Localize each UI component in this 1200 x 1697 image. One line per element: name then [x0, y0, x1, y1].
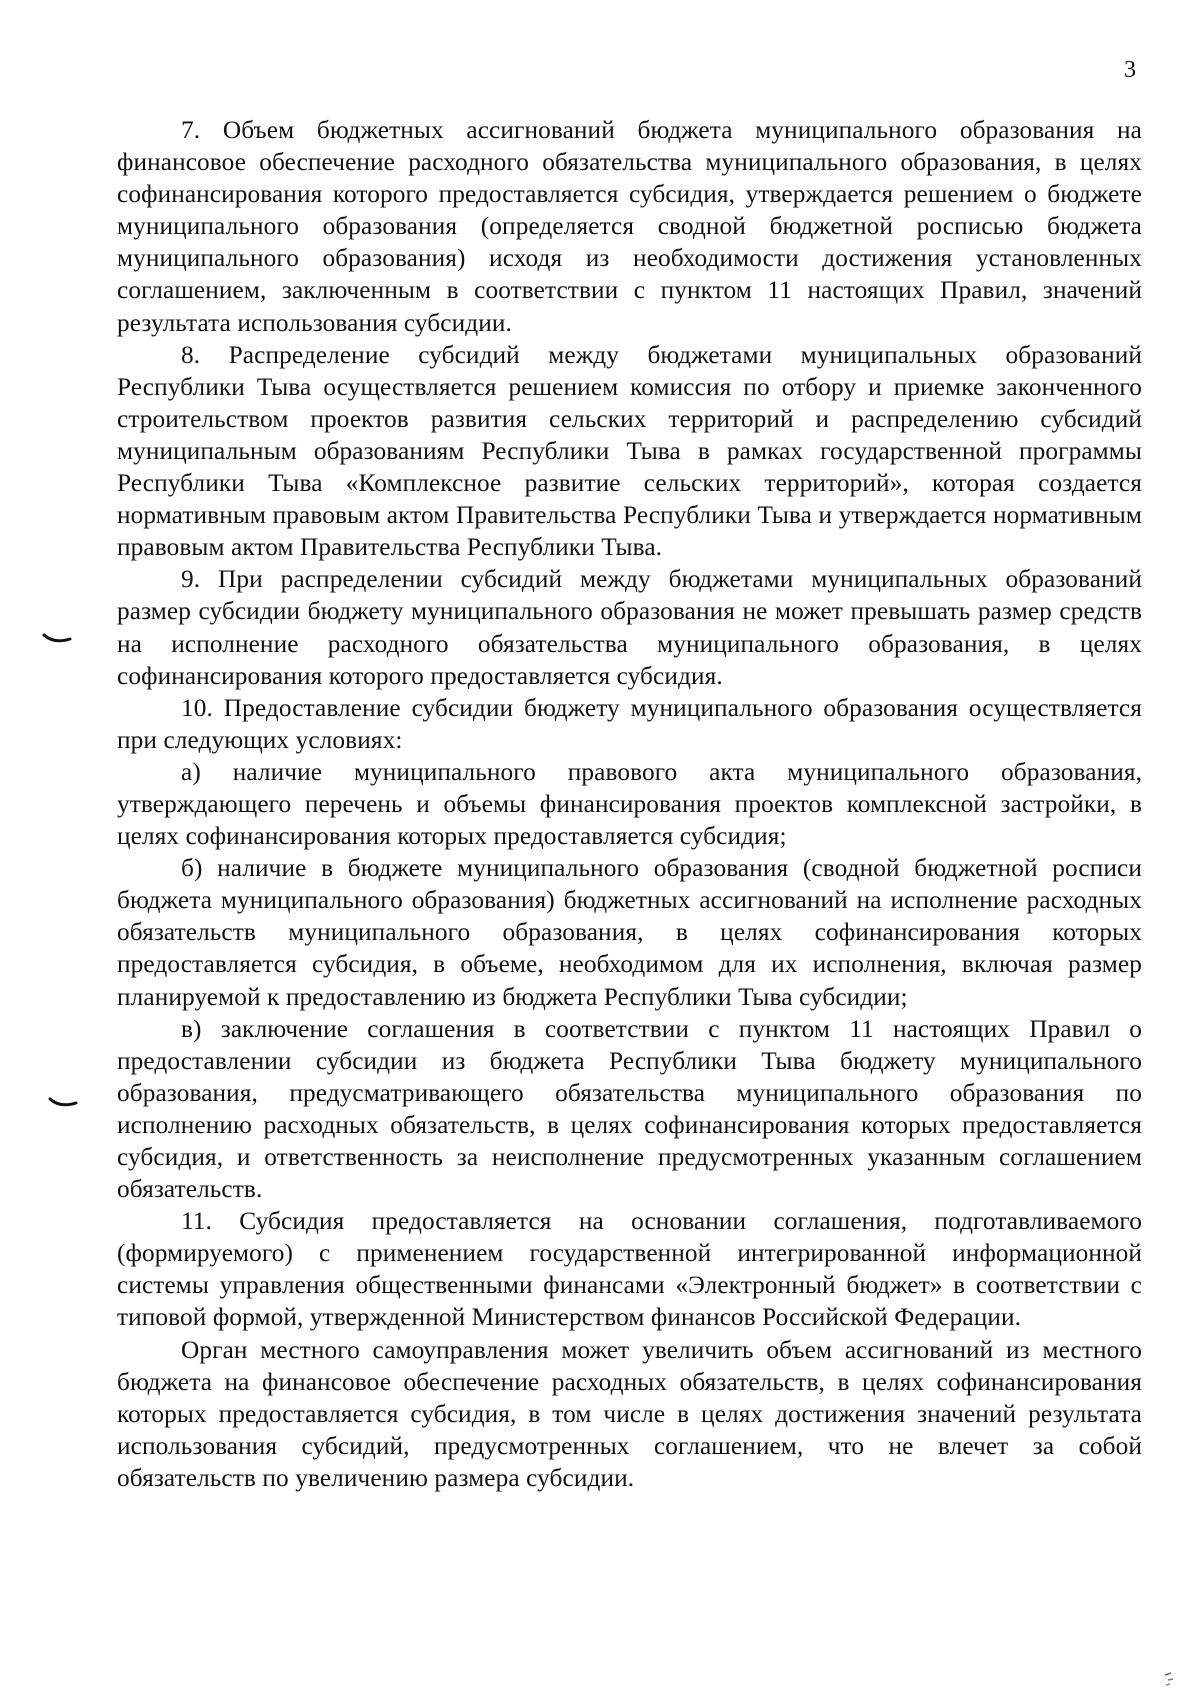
paragraph-10-a: а) наличие муниципального правового акта муниципального образования, утверждающего перечень и объемы финансирования проектов комплексной застройки, в целях софинансирования которых предоставляется субсидия;: [117, 757, 1142, 851]
document-body: [117, 114, 1142, 1494]
paragraph-7: 7. Объем бюджетных ассигнований бюджета муниципального образования на финансовое обеспечение расходного обязательства муниципального образования, в целях софинансирования которого предоставляется субсидия, утверждается решением о бюджете муниципального образования (определяется сводной бюджетной росписью бюджета муниципального образования) исходя из необходимости достижения установленных соглашением, заключенным в соответствии с пунктом 11 настоящих Правил, значений результата использования субсидии.: [117, 116, 1142, 337]
paragraph-10-v: в) заключение соглашения в соответствии с пунктом 11 настоящих Правил о предоставлении субсидии из бюджета Республики Тыва бюджету муниципального образования, предусматривающего обязательства муниципального образования по исполнению расходных обязательств, в целях софинансирования которых предоставляется субсидия, и ответственность за неисполнение предусмотренных указанным соглашением обязательств.: [117, 1014, 1142, 1204]
paragraph-9: 9. При распределении субсидий между бюджетами муниципальных образований размер субсидии бюджету муниципального образования не может превышать размер средств на исполнение расходного обязательства муниципального образования, в целях софинансирования которого предоставляется субсидия.: [117, 565, 1142, 690]
paragraph-local-government: Орган местного самоуправления может увеличить объем ассигнований из местного бюджета на финансовое обеспечение расходных обязательств, в целях софинансирования которых предоставляется субсидия, в том числе в целях достижения значений результата использования субсидий, предусмотренных соглашением, что не влечет за собой обязательств по увеличению размера субсидии.: [117, 1335, 1142, 1492]
paragraph-10-b: б) наличие в бюджете муниципального образования (сводной бюджетной росписи бюджета муниципального образования) бюджетных ассигнований на исполнение расходных обязательств муниципального образования, в целях софинансирования которых предоставляется субсидия, в объеме, необходимом для их исполнения, включая размер планируемой к предоставлению из бюджета Республики Тыва субсидии;: [117, 854, 1142, 1011]
corner-scan-artifact-icon: [1162, 1669, 1186, 1689]
binding-hole-mark-icon: [48, 1096, 78, 1110]
paragraph-10: 10. Предоставление субсидии бюджету муниципального образования осуществляется при следующих условиях:: [117, 693, 1142, 754]
paragraph-8: 8. Распределение субсидий между бюджетами муниципальных образований Республики Тыва осуществляется решением комиссия по отбору и приемке законченного строительством проектов развития сельских территорий и распределению субсидий муниципальным образованиям Республики Тыва в рамках государственной программы Республики Тыва «Комплексное развитие сельских территорий», которая создается нормативным правовым актом Правительства Республики Тыва и утверждается нормативным правовым актом Правительства Республики Тыва.: [117, 340, 1142, 562]
binding-hole-mark-icon: [42, 632, 72, 646]
paragraph-11: 11. Субсидия предоставляется на основании соглашения, подготавливаемого (формируемого) с применением государственной интегрированной информационной системы управления общественными финансами «Электронный бюджет» в соответствии с типовой формой, утвержденной Министерством финансов Российской Федерации.: [117, 1207, 1142, 1332]
page-number: 3: [1124, 57, 1136, 83]
